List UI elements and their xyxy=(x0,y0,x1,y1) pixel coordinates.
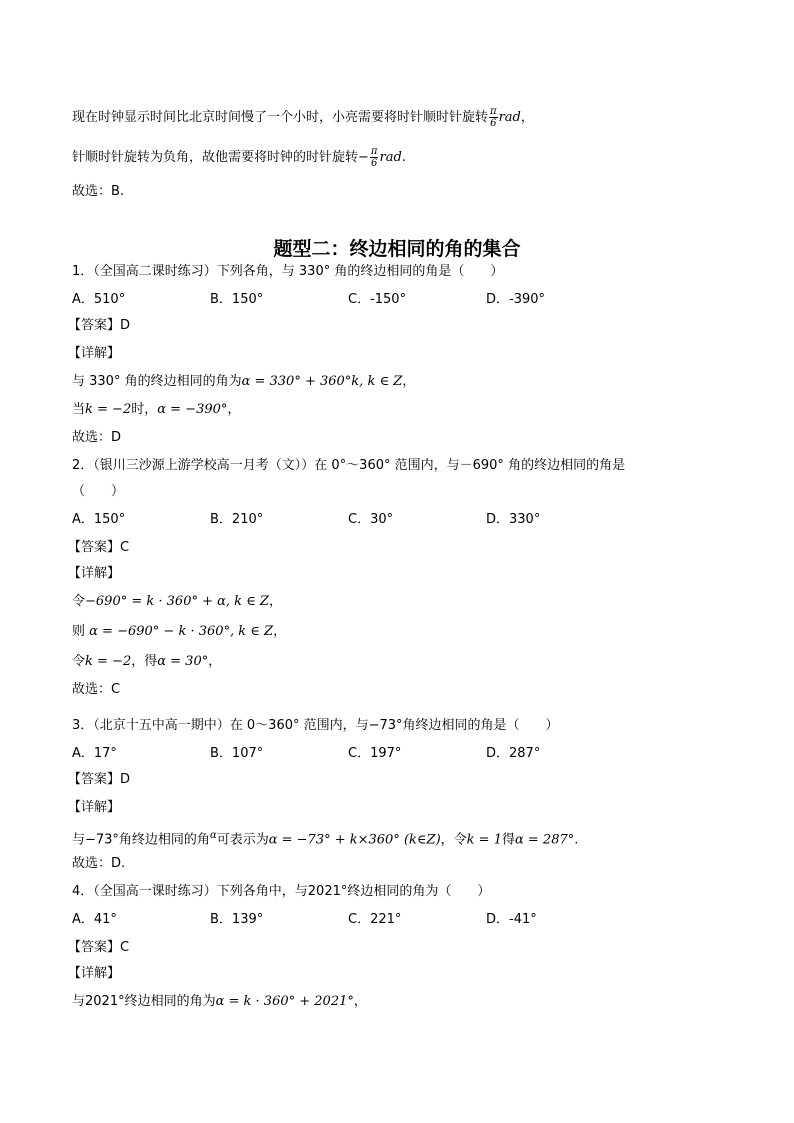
q4-answer: 【答案】C xyxy=(68,940,130,955)
q1-answer: 【答案】D xyxy=(68,318,131,333)
pi-over-6-fraction: $\frac{\pi}{6}$ xyxy=(370,146,378,169)
q3-option-b: B．107° xyxy=(210,746,264,761)
q3-option-d: D．287° xyxy=(486,746,541,761)
q3-answer: 【答案】D xyxy=(68,772,131,787)
q2-option-a: A．150° xyxy=(72,512,126,527)
q4-option-c: C．221° xyxy=(348,912,402,927)
intro-line-1-text: 现在时钟显示时间比北京时间慢了一个小时，小亮需要将时针顺时针旋转 xyxy=(72,110,489,125)
q1-formula: α = 330° + 360°k, k ∈ Z xyxy=(241,374,403,389)
q2-stem: 2．（银川三沙源上游学校高一月考（文））在 0°～360° 范围内，与－690° 角的终边相同的角是 xyxy=(72,458,626,473)
section-title: 题型二：终边相同的角的集合 xyxy=(273,238,521,260)
q1-option-a: A．510° xyxy=(72,292,126,307)
q3-choose: 故选：D. xyxy=(72,856,126,871)
q2-answer: 【答案】C xyxy=(68,540,130,555)
intro-line-2-text: 针顺时针旋转为负角，故他需要将时钟的时针旋转− xyxy=(72,150,369,165)
q3-stem: 3．（北京十五中高一期中）在 0～360° 范围内，与−73°角终边相同的角是（ ） xyxy=(72,718,559,733)
q1-option-d: D．-390° xyxy=(486,292,546,307)
intro-line-1: 现在时钟显示时间比北京时间慢了一个小时，小亮需要将时针顺时针旋转 $\frac{\pi}{6}$ rad， xyxy=(72,106,534,129)
q1-detail-label: 【详解】 xyxy=(68,346,121,361)
q2-option-b: B．210° xyxy=(210,512,264,527)
q1-option-c: C．-150° xyxy=(348,292,407,307)
q2-detail-line-3: 令k = −2，得α = 30°， xyxy=(72,654,222,669)
q2-option-c: C．30° xyxy=(348,512,394,527)
q4-stem: 4．（全国高一课时练习）下列各角中，与2021°终边相同的角为（ ） xyxy=(72,884,491,899)
q3-option-c: C．197° xyxy=(348,746,402,761)
q2-option-d: D．330° xyxy=(486,512,541,527)
q2-choose: 故选：C xyxy=(72,682,121,697)
q1-stem: 1．（全国高二课时练习）下列各角，与 330° 角的终边相同的角是（ ） xyxy=(72,264,504,279)
q2-detail-label: 【详解】 xyxy=(68,566,121,581)
q3-option-a: A．17° xyxy=(72,746,117,761)
q3-detail-label: 【详解】 xyxy=(68,800,121,815)
q2-detail-line-2: 则 α = −690° − k · 360°, k ∈ Z， xyxy=(72,624,287,639)
q1-choose: 故选：D xyxy=(72,430,122,445)
rad-unit: rad xyxy=(498,110,521,125)
q4-detail-line-1: 与2021°终边相同的角为α = k · 360° + 2021°， xyxy=(72,994,367,1009)
pi-over-6-fraction: $\frac{\pi}{6}$ xyxy=(490,106,497,129)
q2-detail-line-1: 令−690° = k · 360° + α, k ∈ Z， xyxy=(72,594,282,609)
intro-choose: 故选：B. xyxy=(72,184,125,199)
q4-option-a: A．41° xyxy=(72,912,117,927)
intro-line-2: 针顺时针旋转为负角，故他需要将时钟的时针旋转− $\frac{\pi}{6}$ rad. xyxy=(72,146,406,169)
q4-option-d: D．-41° xyxy=(486,912,537,927)
q3-detail-line-1: 与−73°角终边相同的角$^\alpha$可表示为α = −73° + k×360° (k∈Z)，令k = 1得α = 287°. xyxy=(72,830,579,848)
q1-detail-line-1: 与 330° 角的终边相同的角为α = 330° + 360°k, k ∈ Z， xyxy=(72,374,416,389)
rad-unit: rad xyxy=(379,150,402,165)
q4-option-b: B．139° xyxy=(210,912,264,927)
q4-detail-label: 【详解】 xyxy=(68,966,121,981)
q1-option-b: B．150° xyxy=(210,292,264,307)
q1-detail-line-2: 当k = −2时，α = −390°， xyxy=(72,402,241,417)
q2-stem-brackets: （ ） xyxy=(72,484,125,499)
